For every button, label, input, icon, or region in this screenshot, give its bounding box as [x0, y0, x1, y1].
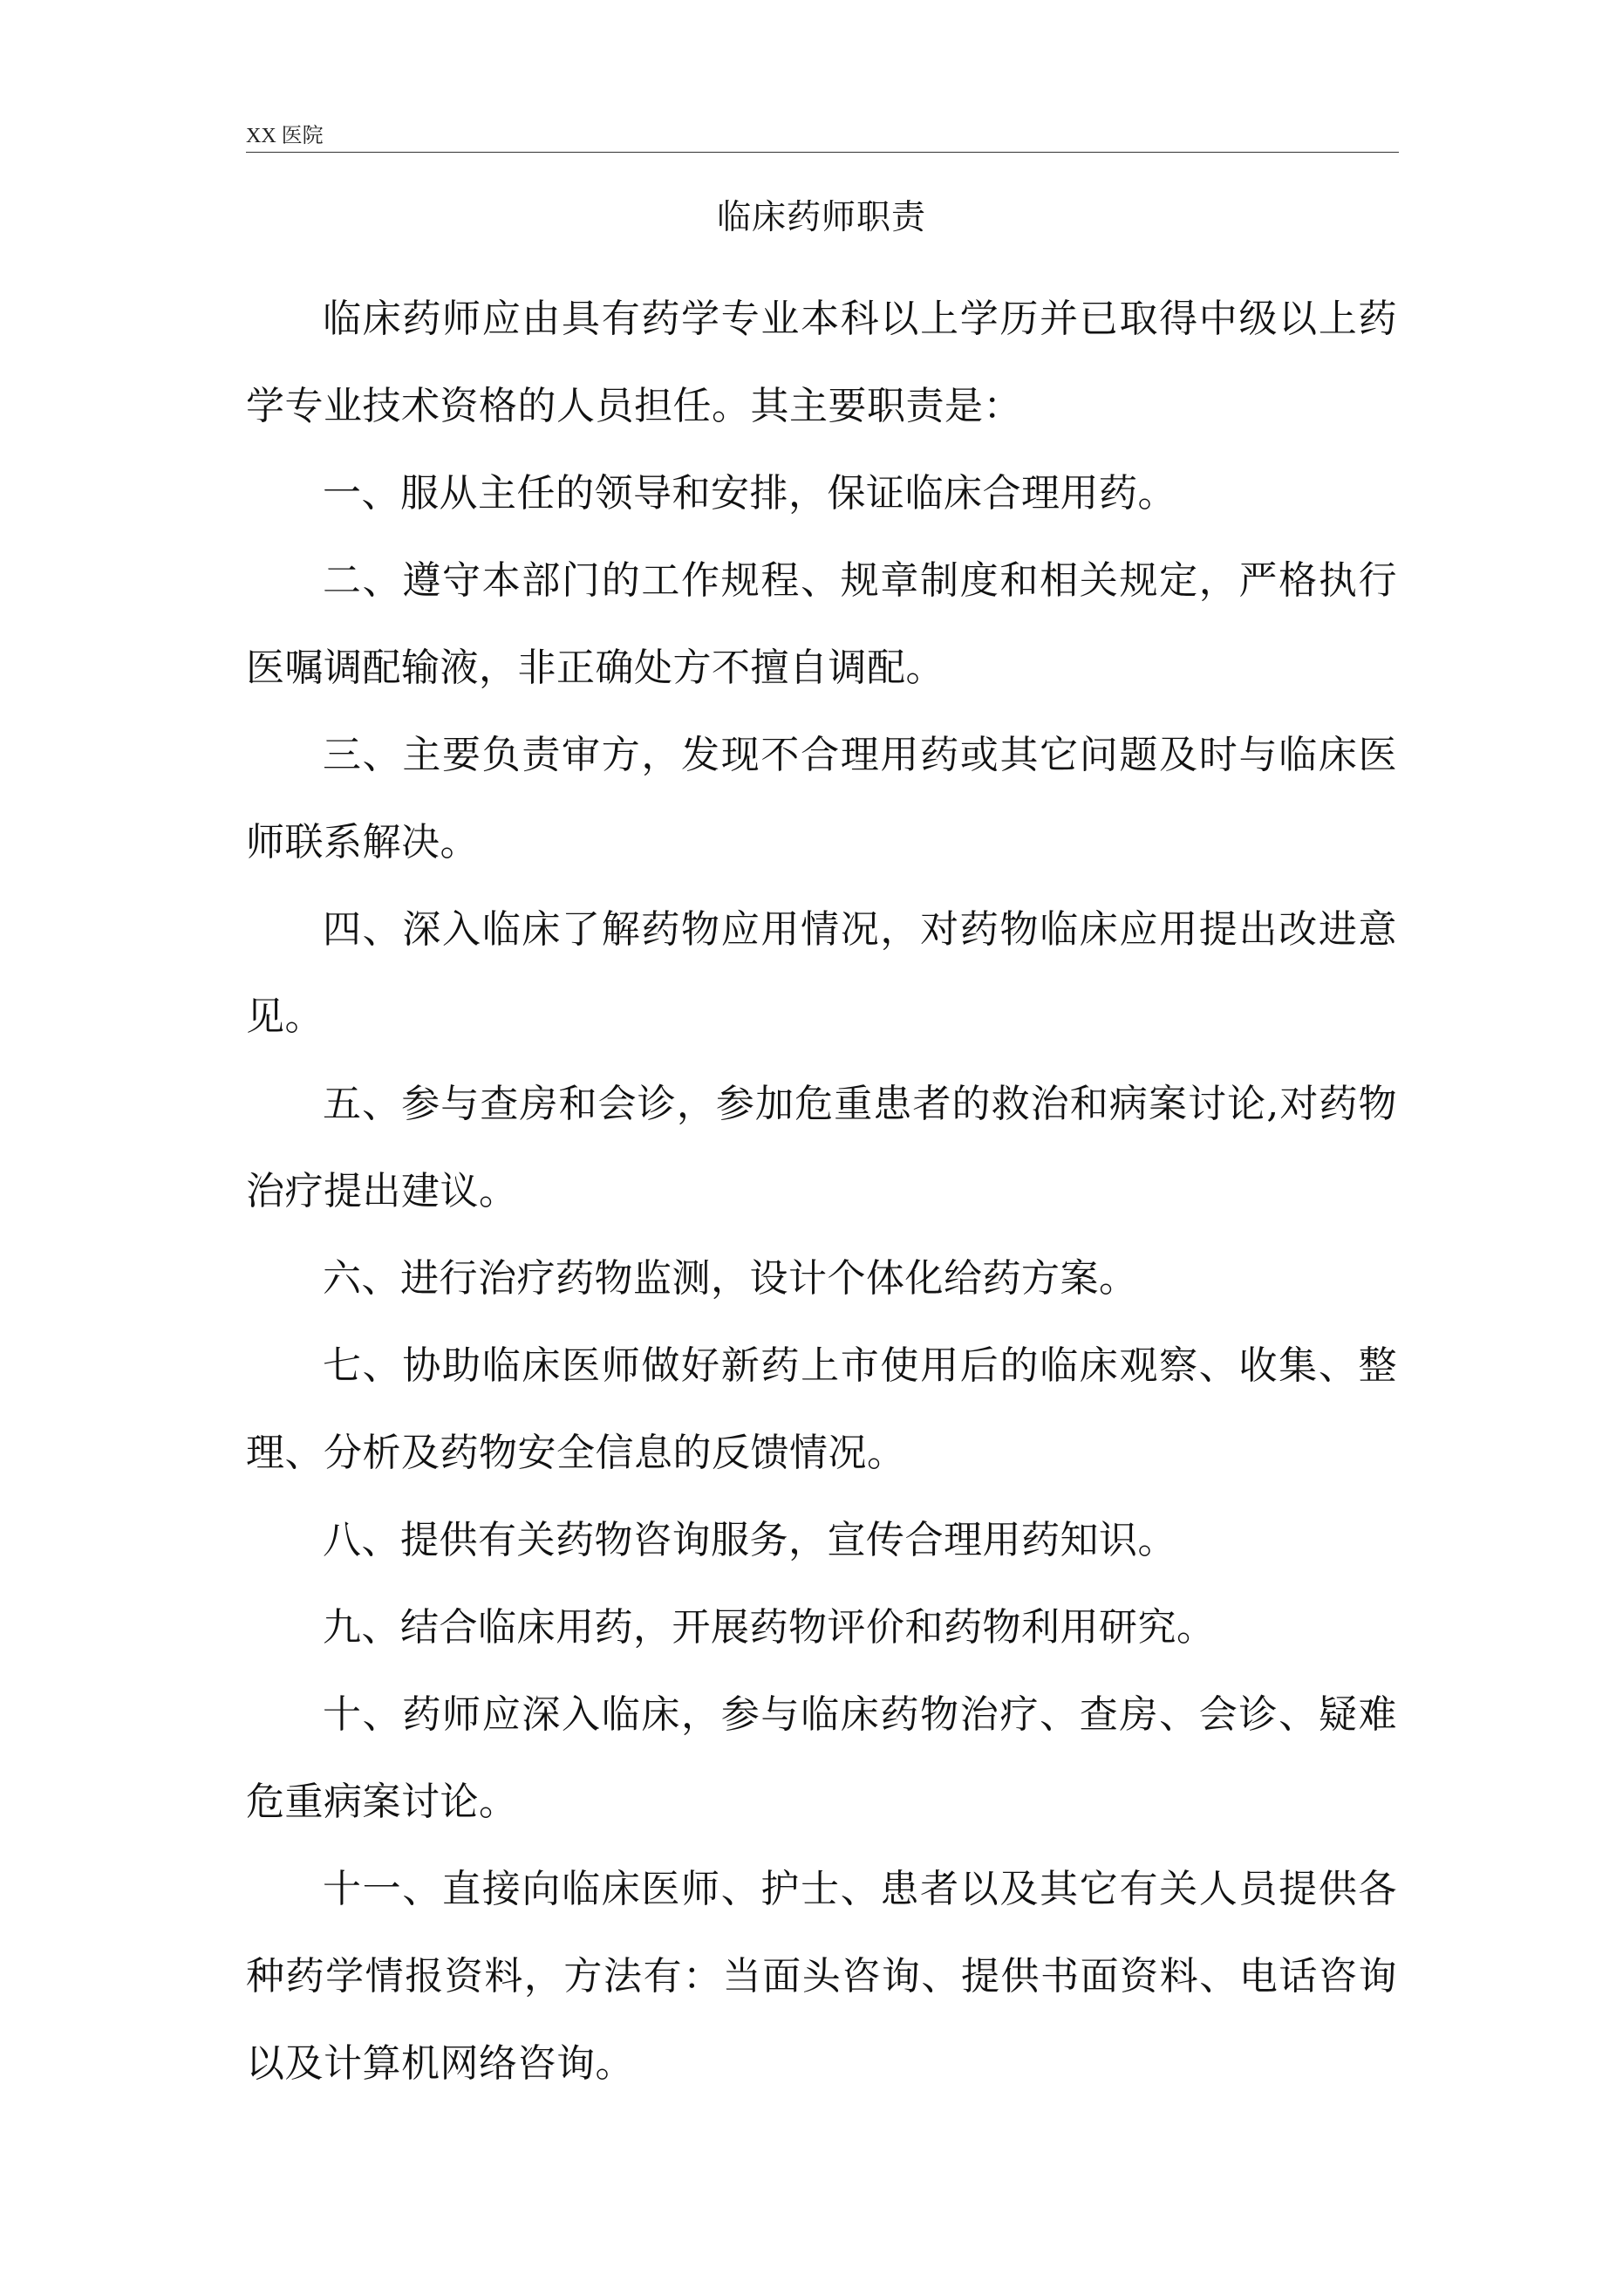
duty-item-3: 三、主要负责审方，发现不合理用药或其它问题及时与临床医师联系解决。 [246, 733, 1397, 864]
duty-item-6: 六、进行治疗药物监测，设计个体化给药方案。 [323, 1256, 1138, 1301]
duty-item-11: 十一、直接向临床医师、护士、患者以及其它有关人员提供各种药学情报资料，方法有：当面头咨询、提供书面资料、电话咨询以及计算机网络咨询。 [246, 1867, 1397, 2086]
duty-item-9: 九、结合临床用药，开展药物评价和药物利用研究。 [323, 1605, 1216, 1650]
duty-item-1: 一、服从主任的领导和安排，保证临床合理用药。 [323, 471, 1176, 516]
running-header: XX 医院 [246, 125, 324, 147]
document-title: 临床药师职责 [716, 198, 926, 237]
duty-item-4: 四、深入临床了解药物应用情况，对药物临床应用提出改进意见。 [246, 907, 1397, 1039]
duty-item-8: 八、提供有关药物咨询服务，宣传合理用药知识。 [323, 1518, 1176, 1562]
document-body [246, 276, 1397, 2108]
duty-item-2: 二、遵守本部门的工作规程、规章制度和相关规定，严格执行医嘱调配输液，非正确处方不擅自调配。 [246, 558, 1397, 690]
duty-item-7: 七、协助临床医师做好新药上市使用后的临床观察、收集、整理、分析及药物安全信息的反馈情况。 [246, 1343, 1397, 1475]
duty-item-10: 十、药师应深入临床，参与临床药物治疗、查房、会诊、疑难危重病案讨论。 [246, 1692, 1397, 1824]
intro-paragraph: 临床药师应由具有药学专业本科以上学历并已取得中级以上药学专业技术资格的人员担任。其主要职责是： [246, 297, 1397, 428]
header-divider [246, 152, 1399, 153]
duty-item-5: 五、参与查房和会诊，参加危重患者的救治和病案讨论,对药物治疗提出建议。 [246, 1082, 1397, 1213]
